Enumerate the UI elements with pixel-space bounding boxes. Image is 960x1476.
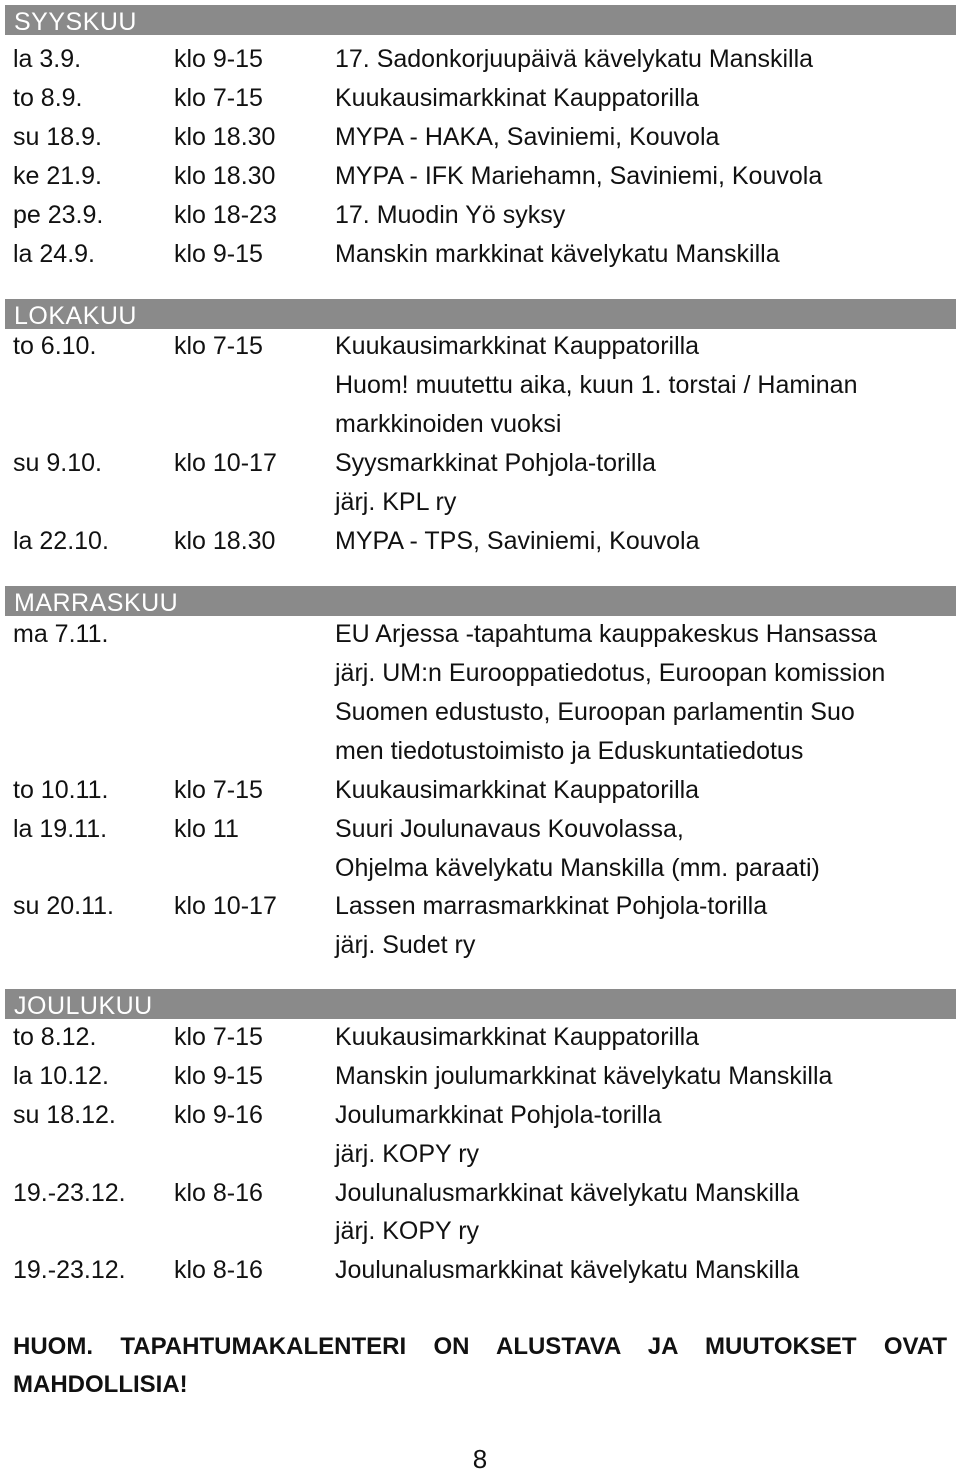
event-description: Ohjelma kävelykatu Manskilla (mm. paraati) xyxy=(335,854,820,882)
event-date: la 3.9. xyxy=(13,45,82,73)
event-description: MYPA - HAKA, Saviniemi, Kouvola xyxy=(335,123,720,151)
event-description: markkinoiden vuoksi xyxy=(335,410,562,438)
event-description: MYPA - IFK Mariehamn, Saviniemi, Kouvola xyxy=(335,162,823,190)
event-date: su 20.11. xyxy=(13,892,115,920)
event-description: Syysmarkkinat Pohjola-torilla xyxy=(335,449,656,477)
event-time: klo 18.30 xyxy=(174,527,276,555)
event-date: 19.-23.12. xyxy=(13,1256,126,1284)
event-time: klo 10-17 xyxy=(174,892,277,920)
event-time: klo 9-16 xyxy=(174,1101,263,1129)
event-date: to 6.10. xyxy=(13,332,97,360)
event-row xyxy=(0,1174,960,1213)
event-time: klo 9-15 xyxy=(174,45,263,73)
event-description: Kuukausimarkkinat Kauppatorilla xyxy=(335,776,700,804)
event-description: Manskin joulumarkkinat kävelykatu Manskilla xyxy=(335,1062,833,1090)
event-row xyxy=(0,810,960,849)
event-continuation-row xyxy=(0,849,960,888)
event-date: to 8.12. xyxy=(13,1023,97,1051)
event-date: la 19.11. xyxy=(13,815,108,843)
event-description: MYPA - TPS, Saviniemi, Kouvola xyxy=(335,527,700,555)
event-date: to 8.9. xyxy=(13,84,83,112)
event-date: su 9.10. xyxy=(13,449,102,477)
event-continuation-row xyxy=(0,654,960,693)
page-number: 8 xyxy=(472,1444,488,1474)
event-row xyxy=(0,327,960,366)
disclaimer-note-line1: HUOM. TAPAHTUMAKALENTERI ON ALUSTAVA JA MUUTOKSET OVAT xyxy=(13,1333,947,1360)
event-time: klo 8-16 xyxy=(174,1256,263,1284)
event-time: klo 18.30 xyxy=(174,162,276,190)
month-header-joulukuu: JOULUKUU xyxy=(5,989,956,1019)
event-description: Suuri Joulunavaus Kouvolassa, xyxy=(335,815,684,843)
event-time: klo 9-15 xyxy=(174,240,263,268)
event-date: la 24.9. xyxy=(13,240,96,268)
event-description: järj. KOPY ry xyxy=(335,1140,480,1168)
event-date: ke 21.9. xyxy=(13,162,102,190)
event-date: la 10.12. xyxy=(13,1062,109,1090)
event-description: Kuukausimarkkinat Kauppatorilla xyxy=(335,1023,700,1051)
month-header-syyskuu: SYYSKUU xyxy=(5,5,956,35)
event-description: 17. Muodin Yö syksy xyxy=(335,201,566,229)
event-description: järj. KPL ry xyxy=(335,488,457,516)
event-time: klo 18.30 xyxy=(174,123,276,151)
event-row xyxy=(0,444,960,483)
event-row xyxy=(0,157,960,196)
event-row xyxy=(0,1057,960,1096)
event-date: to 10.11. xyxy=(13,776,109,804)
event-row xyxy=(0,196,960,235)
event-date: su 18.9. xyxy=(13,123,102,151)
event-date: 19.-23.12. xyxy=(13,1179,126,1207)
event-row xyxy=(0,771,960,810)
event-description: Joulunalusmarkkinat kävelykatu Manskilla xyxy=(335,1256,800,1284)
event-row xyxy=(0,79,960,118)
event-time: klo 7-15 xyxy=(174,1023,263,1051)
event-continuation-row xyxy=(0,693,960,732)
event-time: klo 10-17 xyxy=(174,449,277,477)
event-description: EU Arjessa -tapahtuma kauppakeskus Hansassa xyxy=(335,620,877,648)
event-continuation-row xyxy=(0,732,960,771)
event-time: klo 7-15 xyxy=(174,332,263,360)
event-description: järj. UM:n Eurooppatiedotus, Euroopan komission xyxy=(335,659,886,687)
event-row xyxy=(0,522,960,561)
event-description: Joulumarkkinat Pohjola-torilla xyxy=(335,1101,662,1129)
event-continuation-row xyxy=(0,366,960,405)
event-description: 17. Sadonkorjuupäivä kävelykatu Manskilla xyxy=(335,45,814,73)
event-row xyxy=(0,235,960,274)
event-description: Lassen marrasmarkkinat Pohjola-torilla xyxy=(335,892,768,920)
event-time: klo 18-23 xyxy=(174,201,277,229)
event-date: la 22.10. xyxy=(13,527,109,555)
event-time: klo 8-16 xyxy=(174,1179,263,1207)
event-row xyxy=(0,1018,960,1057)
event-row xyxy=(0,40,960,79)
event-description: Kuukausimarkkinat Kauppatorilla xyxy=(335,84,700,112)
event-description: Huom! muutettu aika, kuun 1. torstai / Haminan xyxy=(335,371,858,399)
event-description: Joulunalusmarkkinat kävelykatu Manskilla xyxy=(335,1179,800,1207)
event-description: Manskin markkinat kävelykatu Manskilla xyxy=(335,240,780,268)
event-description: järj. KOPY ry xyxy=(335,1217,480,1245)
event-time: klo 7-15 xyxy=(174,84,263,112)
event-time: klo 9-15 xyxy=(174,1062,263,1090)
event-row xyxy=(0,118,960,157)
event-continuation-row xyxy=(0,405,960,444)
event-continuation-row xyxy=(0,1212,960,1251)
event-date: ma 7.11. xyxy=(13,620,109,648)
event-continuation-row xyxy=(0,483,960,522)
event-description: Suomen edustusto, Euroopan parlamentin Suo xyxy=(335,698,855,726)
event-row xyxy=(0,615,960,654)
event-description: Kuukausimarkkinat Kauppatorilla xyxy=(335,332,700,360)
event-continuation-row xyxy=(0,926,960,965)
event-row xyxy=(0,1251,960,1290)
event-time: klo 7-15 xyxy=(174,776,263,804)
event-continuation-row xyxy=(0,1135,960,1174)
month-header-lokakuu: LOKAKUU xyxy=(5,299,956,329)
event-date: su 18.12. xyxy=(13,1101,116,1129)
event-description: men tiedotustoimisto ja Eduskuntatiedotus xyxy=(335,737,804,765)
event-row xyxy=(0,1096,960,1135)
event-date: pe 23.9. xyxy=(13,201,104,229)
month-header-marraskuu: MARRASKUU xyxy=(5,586,956,616)
event-row xyxy=(0,887,960,926)
event-description: järj. Sudet ry xyxy=(335,931,476,959)
event-time: klo 11 xyxy=(174,815,239,843)
disclaimer-note-line2: MAHDOLLISIA! xyxy=(13,1371,188,1398)
